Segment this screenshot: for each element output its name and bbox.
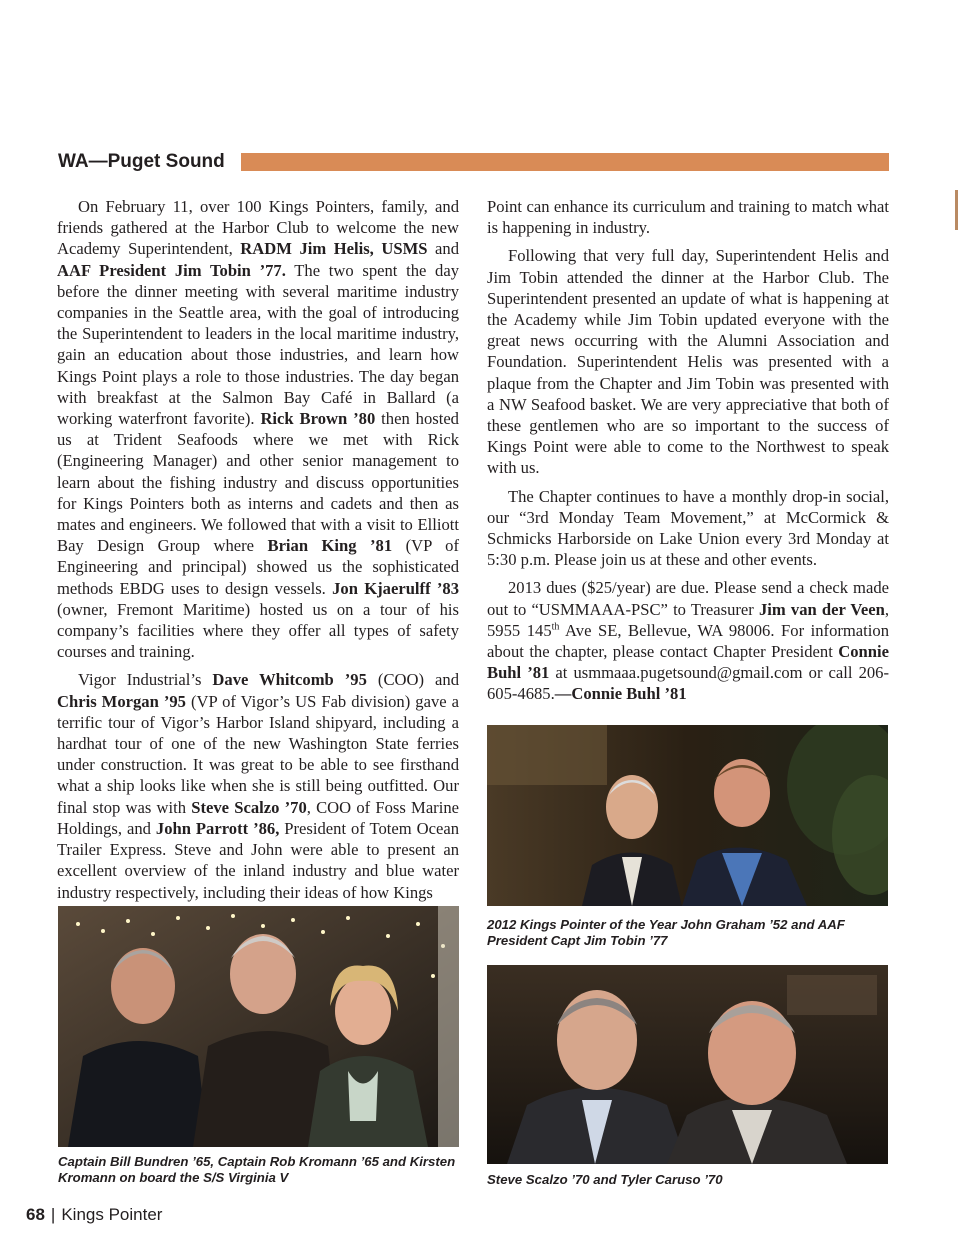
photo-image xyxy=(487,725,888,906)
name-highlight: Chris Morgan ’95 xyxy=(57,691,186,711)
footer-separator: | xyxy=(50,1205,56,1224)
name-highlight: John Parrott ’86, xyxy=(155,818,280,838)
section-header xyxy=(58,150,890,176)
article-paragraph: The Chapter continues to have a monthly drop-in social, our “3rd Monday Team Movement,” at McCormick & Schmicks Harborside on Lake Union every 3rd Monday at 5:30 p.m. Please join us at these and other events. xyxy=(487,486,889,570)
page-number: 68 xyxy=(26,1205,45,1224)
name-highlight: Jon Kjaerulff ’83 xyxy=(332,578,459,598)
page-footer xyxy=(26,1205,162,1225)
name-highlight: Dave Whitcomb ’95 xyxy=(212,670,367,690)
article-paragraph: On February 11, over 100 Kings Pointers, family, and friends gathered at the Harbor Club to welcome the new Academy Superintendent, RADM Jim Helis, USMS and AAF President Jim Tobin ’77. The two spent the day before the dinner meeting with several maritime industry companies in the Seattle area, with the goal of introducing the Superintendent to leaders in the local maritime industry, gain an education about those industries, and learn how Kings Point plays a role to those industries. The day began with breakfast at the Salmon Bay Café in Ballard (a working waterfront favorite). Rick Brown ’80 then hosted us at Trident Seafoods where we met with Rick (Engineering Manager) and other senior management to learn about the fishing industry and discuss opportunities for Kings Pointers both as interns and cadets and then as mates and engineers. We followed that with a visit to Elliott Bay Design Group where Brian King ’81 (VP of Engineering and principal) showed us the sophisticated methods EBDG uses to design vessels. Jon Kjaerulff ’83 (owner, Fremont Maritime) hosted us on a tour of his company’s facilities where they offer all types of safety courses and training. xyxy=(57,197,460,662)
name-highlight: Jim van der Veen xyxy=(759,599,885,619)
photo-image xyxy=(487,965,888,1164)
article-column-left xyxy=(57,196,459,910)
name-highlight: Brian King ’81 xyxy=(267,536,393,556)
article-paragraph: 2013 dues ($25/year) are due. Please send a check made out to “USMMAAA-PSC” to Treasurer Jim van der Veen, 5955 145th Ave SE, Bellevue, WA 98006. For information about the chapter, please contact Chapter President Connie Buhl ’81 at usmmaaa.pugetsound@gmail.com or call 206-605-4685.—Connie Buhl ’81 xyxy=(487,578,889,704)
article-paragraph: Point can enhance its curriculum and training to match what is happening in industry. xyxy=(487,197,889,238)
section-title: WA—Puget Sound xyxy=(58,151,225,172)
name-highlight: Steve Scalzo ’70 xyxy=(191,797,307,817)
photo-caption: Steve Scalzo ’70 and Tyler Caruso ’70 xyxy=(487,1172,723,1187)
name-highlight: AAF President Jim Tobin ’77. xyxy=(57,260,286,280)
name-highlight: Connie Buhl ’81 xyxy=(487,642,889,683)
photo-graham-tobin xyxy=(487,725,888,906)
name-highlight: Rick Brown ’80 xyxy=(260,409,376,429)
article-paragraph: Vigor Industrial’s Dave Whitcomb ’95 (COO) and Chris Morgan ’95 (VP of Vigor’s US Fab division) gave a terrific tour of Vigor’s Harbor Island shipyard, including a hardhat tour of one of the new Washington State ferries under construction. It was great to be able to see firsthand what a ship looks like when she is still being outfitted. Our final stop was with Steve Scalzo ’70, COO of Foss Marine Holdings, and John Parrott ’86, President of Totem Ocean Trailer Express. Steve and John were able to present an excellent overview of the inland industry and blue water industry respectively, including their ideas of how Kings xyxy=(57,670,459,902)
article-column-right xyxy=(487,196,889,712)
article-paragraph: Following that very full day, Superintendent Helis and Jim Tobin attended the dinner at the Harbor Club. The Superintendent presented an update of what is happening at the Academy while Jim Tobin updated everyone with the great news occurring with the Alumni Association and Foundation. Superintendent Helis was presented with a plaque from the Chapter and Jim Tobin was presented with a NW Seafood basket. We are very appreciative that both of these gentlemen who are so important to the success of Kings Point were able to come to the Northwest to speak with us. xyxy=(487,246,889,478)
name-highlight: RADM Jim Helis, USMS xyxy=(240,239,428,259)
photo-image xyxy=(58,906,459,1147)
signature: —Connie Buhl ’81 xyxy=(554,684,687,704)
photo-scalzo-caruso xyxy=(487,965,888,1164)
photo-caption: Captain Bill Bundren ’65, Captain Rob Kromann ’65 and Kirsten Kromann on board the S/S Virginia V xyxy=(58,1154,456,1185)
page-edge-mark xyxy=(955,190,958,230)
publication-name: Kings Pointer xyxy=(61,1205,163,1224)
photo-bundren-kromann xyxy=(58,906,459,1147)
header-accent-bar xyxy=(241,153,889,171)
photo-caption: 2012 Kings Pointer of the Year John Graham ’52 and AAF President Capt Jim Tobin ’77 xyxy=(487,917,845,948)
